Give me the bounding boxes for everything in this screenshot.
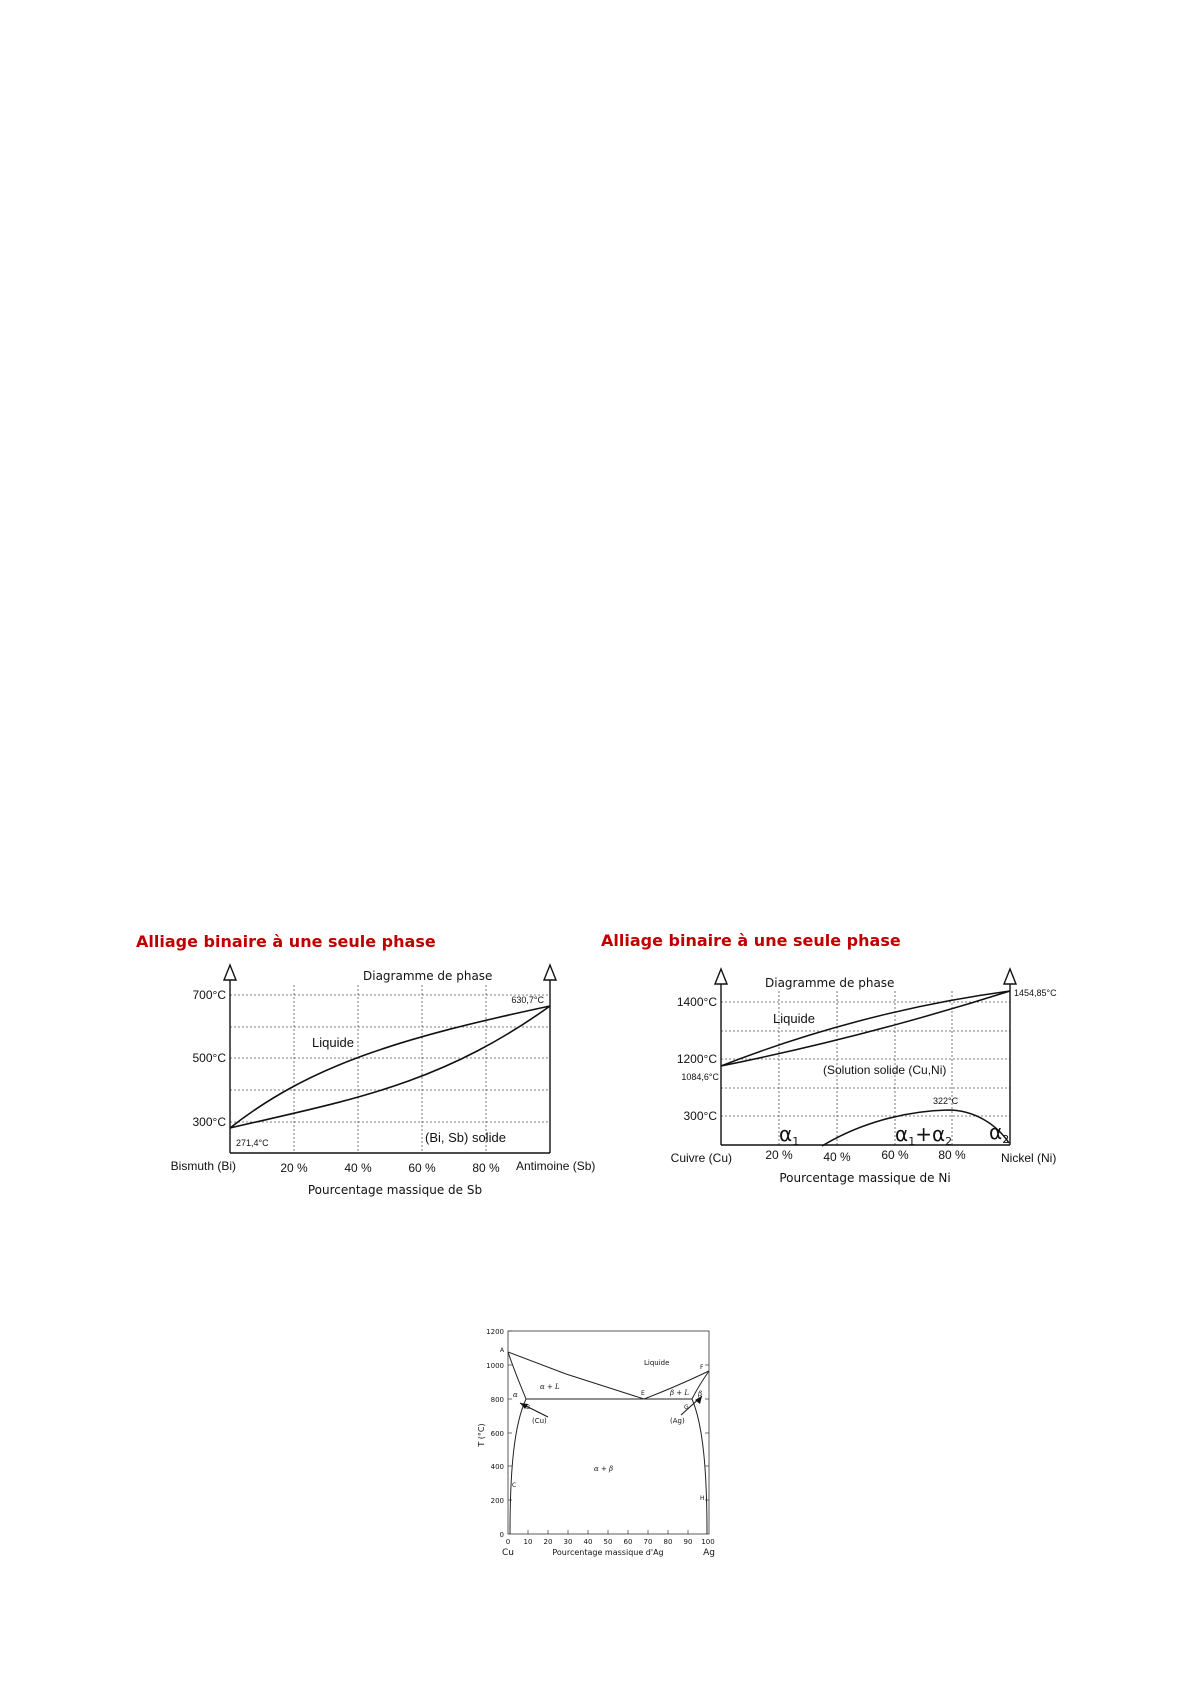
- melting-point-ni: 1454,85°C: [1014, 988, 1057, 998]
- x-tick-60: 60 %: [881, 1148, 909, 1162]
- region-alpha1-alpha2: $\alpha_1+\alpha_2$: [895, 1122, 953, 1148]
- phase-label-ag: (Ag): [670, 1417, 685, 1425]
- solvus-beta: [692, 1399, 707, 1534]
- right-end-label: Ag: [703, 1548, 715, 1558]
- liquidus-left: [508, 1352, 644, 1399]
- x-tick-70: 70: [643, 1538, 653, 1546]
- region-liquid: Liquide: [644, 1359, 670, 1367]
- x-tick-80: 80: [663, 1538, 673, 1546]
- x-tick-80: 80 %: [938, 1148, 966, 1162]
- axes: [230, 978, 550, 1153]
- plot-frame: [508, 1331, 709, 1534]
- x-axis-label: Pourcentage massique de Ni: [779, 1171, 951, 1185]
- grid: [230, 985, 550, 1153]
- left-end-label: Cuivre (Cu): [670, 1151, 732, 1165]
- y-axis-arrow-left: [224, 965, 236, 980]
- phase-diagram-cu-ni: [655, 963, 1075, 1203]
- y-tick-800: 800: [490, 1396, 504, 1404]
- liquidus-curve: [230, 1006, 550, 1128]
- region-solid: (Bi, Sb) solide: [425, 1130, 506, 1145]
- region-alpha-beta: α + β: [594, 1465, 614, 1473]
- left-end-label: Cu: [502, 1548, 514, 1558]
- x-tick-60: 60 %: [408, 1161, 436, 1175]
- section-heading-right: Alliage binaire à une seule phase: [601, 931, 901, 950]
- point-g: G: [684, 1404, 689, 1411]
- x-tick-40: 40: [583, 1538, 593, 1546]
- y-tick-1200: 1200: [486, 1328, 504, 1336]
- y-tick-1200: 1200°C: [676, 1052, 717, 1066]
- x-tick-10: 10: [523, 1538, 533, 1546]
- left-end-label: Bismuth (Bi): [170, 1159, 236, 1173]
- critical-point-label: 322°C: [933, 1096, 959, 1106]
- region-liquid: Liquide: [773, 1011, 815, 1026]
- x-tick-20: 20 %: [765, 1148, 793, 1162]
- x-axis-label: Pourcentage massique de Sb: [307, 1183, 483, 1197]
- x-tick-100: 100: [701, 1538, 715, 1546]
- solidus-curve: [230, 1006, 550, 1128]
- y-tick-1000: 1000: [486, 1362, 504, 1370]
- y-axis-label: T (°C): [477, 1423, 486, 1447]
- diagram-title: Diagramme de phase: [363, 969, 493, 983]
- region-beta-l: β + L: [670, 1389, 690, 1397]
- point-h: H: [700, 1495, 705, 1502]
- melting-point-sb: 630,7°C: [511, 995, 544, 1005]
- point-c: C: [512, 1482, 517, 1489]
- x-axis-label: Pourcentage massique d'Ag: [552, 1548, 664, 1557]
- x-tick-40: 40 %: [344, 1161, 372, 1175]
- x-tick-80: 80 %: [472, 1161, 500, 1175]
- y-tick-500: 500°C: [192, 1051, 226, 1065]
- x-tick-60: 60: [623, 1538, 633, 1546]
- melting-point-cu: 1084,6°C: [681, 1072, 719, 1082]
- x-tick-0: 0: [505, 1538, 511, 1546]
- phase-diagram-bi-sb: [170, 960, 600, 1200]
- point-a: A: [500, 1347, 505, 1354]
- point-f: F: [700, 1364, 704, 1371]
- y-tick-300: 300°C: [683, 1109, 717, 1123]
- y-tick-700: 700°C: [192, 988, 226, 1002]
- x-tick-90: 90: [683, 1538, 693, 1546]
- region-liquid: Liquide: [312, 1035, 354, 1050]
- y-tick-0: 0: [499, 1531, 504, 1539]
- region-solid-solution: (Solution solide (Cu,Ni): [823, 1063, 947, 1077]
- region-alpha1: $\alpha_1$: [779, 1122, 800, 1148]
- phase-label-cu: (Cu): [532, 1417, 547, 1425]
- section-heading-left: Alliage binaire à une seule phase: [136, 932, 436, 951]
- y-axis-arrow-right: [544, 965, 556, 980]
- right-end-label: Nickel (Ni): [1001, 1151, 1057, 1165]
- region-beta: β: [698, 1390, 703, 1398]
- solvus-alpha: [510, 1399, 526, 1534]
- melting-point-bi: 271,4°C: [236, 1138, 269, 1148]
- x-tick-50: 50: [603, 1538, 613, 1546]
- y-tick-200: 200: [490, 1497, 504, 1505]
- x-tick-20: 20: [543, 1538, 553, 1546]
- region-alpha-l: α + L: [540, 1383, 560, 1391]
- y-tick-300: 300°C: [192, 1115, 226, 1129]
- right-end-label: Antimoine (Sb): [516, 1159, 596, 1173]
- y-tick-1400: 1400°C: [676, 995, 717, 1009]
- y-tick-600: 600: [490, 1430, 504, 1438]
- x-tick-30: 30: [563, 1538, 573, 1546]
- x-tick-40: 40 %: [823, 1150, 851, 1164]
- point-e: E: [641, 1390, 645, 1397]
- frame-ticks: [508, 1331, 709, 1534]
- phase-diagram-cu-ag: [470, 1325, 730, 1565]
- y-tick-400: 400: [490, 1463, 504, 1471]
- diagram-title: Diagramme de phase: [765, 976, 895, 990]
- region-alpha: α: [513, 1391, 518, 1399]
- y-axis-arrow-left: [715, 969, 727, 984]
- x-tick-20: 20 %: [280, 1161, 308, 1175]
- region-alpha2: $\alpha_2$: [989, 1120, 1010, 1146]
- point-b: B: [526, 1404, 531, 1411]
- y-axis-arrow-right: [1004, 969, 1016, 984]
